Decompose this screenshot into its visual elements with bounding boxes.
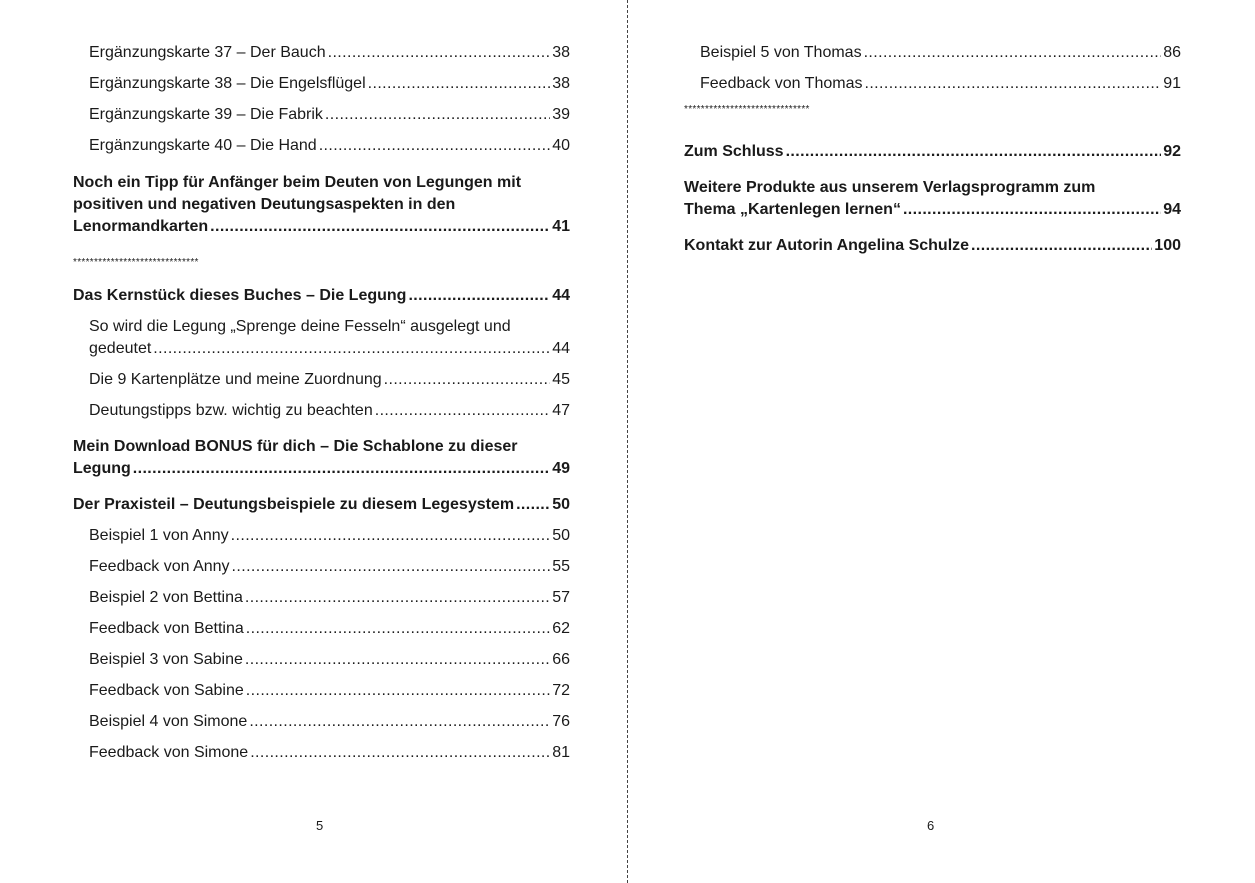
toc-entry-bonus[interactable] <box>73 436 570 480</box>
toc-entry-title: Die 9 Kartenplätze und meine Zuordnung <box>89 371 382 388</box>
leader-dots <box>408 285 550 307</box>
leader-dots <box>153 338 550 360</box>
leader-dots <box>328 42 551 64</box>
toc-entry-page: 76 <box>552 713 570 730</box>
toc-entry-title-line: Lenormandkarten <box>73 218 209 235</box>
toc-entry-title: Feedback von Simone <box>89 744 249 761</box>
table-of-contents-left <box>73 42 570 764</box>
toc-entry-title: Ergänzungskarte 39 – Die Fabrik <box>89 106 323 123</box>
leader-dots <box>246 618 550 640</box>
toc-entry-title: Beispiel 3 von Sabine <box>89 651 243 668</box>
toc-entry-kernstueck[interactable] <box>73 285 570 307</box>
toc-entry-produkte[interactable] <box>684 177 1181 221</box>
toc-entry-page: 92 <box>1163 143 1181 160</box>
toc-entry[interactable] <box>89 556 570 578</box>
toc-entry-title: Deutungstipps bzw. wichtig zu beachten <box>89 402 373 419</box>
page-left <box>0 0 627 883</box>
toc-entry-page: 50 <box>552 527 570 544</box>
toc-entry-title-line: Thema „Kartenlegen lernen“ <box>684 201 901 218</box>
separator-stars: ****************************** <box>73 257 199 268</box>
toc-entry-page: 50 <box>552 496 570 513</box>
leader-dots <box>786 141 1162 163</box>
toc-entry-title: Ergänzungskarte 37 – Der Bauch <box>89 44 326 61</box>
page-right <box>628 0 1255 883</box>
toc-entry-page: 91 <box>1163 75 1181 92</box>
toc-entry[interactable] <box>89 618 570 640</box>
leader-dots <box>231 525 551 547</box>
toc-entry-title: Zum Schluss <box>684 143 784 160</box>
toc-entry-title-line: Mein Download BONUS für dich – Die Schablone zu dieser <box>73 438 518 455</box>
toc-entry-title: Feedback von Bettina <box>89 620 244 637</box>
toc-entry-title: Feedback von Thomas <box>700 75 863 92</box>
toc-entry-page: 94 <box>1163 201 1181 218</box>
toc-entry-title: Ergänzungskarte 40 – Die Hand <box>89 137 317 154</box>
leader-dots <box>245 649 550 671</box>
toc-entry-sprenge[interactable] <box>89 316 570 360</box>
toc-entry[interactable] <box>700 73 1181 95</box>
toc-entry-title-line: Weitere Produkte aus unserem Verlagsprogramm zum <box>684 179 1096 196</box>
toc-entry-title: Ergänzungskarte 38 – Die Engelsflügel <box>89 75 366 92</box>
page-number: 6 <box>927 818 935 833</box>
leader-dots <box>864 73 1161 95</box>
leader-dots <box>319 135 551 157</box>
toc-entry[interactable] <box>700 42 1181 64</box>
leader-dots <box>249 711 550 733</box>
toc-entry[interactable] <box>89 400 570 422</box>
toc-entry-page: 55 <box>552 558 570 575</box>
toc-entry-title: Kontakt zur Autorin Angelina Schulze <box>684 237 970 254</box>
leader-dots <box>232 556 551 578</box>
leader-dots <box>245 587 550 609</box>
toc-entry-page: 49 <box>552 460 570 477</box>
toc-entry[interactable] <box>89 525 570 547</box>
toc-entry-title-line: positiven und negativen Deutungsaspekten in den <box>73 196 456 213</box>
leader-dots <box>384 369 551 391</box>
toc-entry-title: Beispiel 2 von Bettina <box>89 589 243 606</box>
toc-entry-tipp[interactable] <box>73 172 570 238</box>
leader-dots <box>325 104 550 126</box>
toc-entry[interactable] <box>89 587 570 609</box>
toc-entry-title: Beispiel 1 von Anny <box>89 527 229 544</box>
toc-entry-page: 38 <box>552 44 570 61</box>
leader-dots <box>516 494 550 516</box>
leader-dots <box>903 199 1161 221</box>
toc-entry-title-line: gedeutet <box>89 340 152 357</box>
toc-entry[interactable] <box>89 73 570 95</box>
leader-dots <box>368 73 551 95</box>
leader-dots <box>246 680 550 702</box>
toc-entry-page: 62 <box>552 620 570 637</box>
toc-entry-title: Feedback von Anny <box>89 558 230 575</box>
toc-entry-page: 40 <box>552 137 570 154</box>
toc-entry-title-line: Noch ein Tipp für Anfänger beim Deuten von Legungen mit <box>73 174 522 191</box>
page-number: 5 <box>316 818 324 833</box>
toc-entry-title: Beispiel 5 von Thomas <box>700 44 862 61</box>
toc-entry[interactable] <box>89 42 570 64</box>
toc-entry-title: Das Kernstück dieses Buches – Die Legung <box>73 287 407 304</box>
separator-stars: ****************************** <box>684 104 810 115</box>
leader-dots <box>133 458 550 480</box>
toc-entry[interactable] <box>89 104 570 126</box>
leader-dots <box>375 400 550 422</box>
table-of-contents-right <box>684 42 1181 257</box>
leader-dots <box>250 742 550 764</box>
toc-entry-page: 41 <box>552 218 570 235</box>
toc-entry-title: Beispiel 4 von Simone <box>89 713 248 730</box>
toc-entry-title-line: Legung <box>73 460 131 477</box>
toc-entry-title-line: So wird die Legung „Sprenge deine Fesseln“ ausgelegt und <box>89 318 511 335</box>
toc-entry-title: Der Praxisteil – Deutungsbeispiele zu diesem Legesystem <box>73 496 515 513</box>
toc-entry[interactable] <box>89 649 570 671</box>
toc-entry-page: 45 <box>552 371 570 388</box>
toc-entry[interactable] <box>89 369 570 391</box>
leader-dots <box>971 235 1152 257</box>
toc-entry-praxis[interactable] <box>73 494 570 516</box>
leader-dots <box>210 216 550 238</box>
toc-entry[interactable] <box>89 680 570 702</box>
leader-dots <box>864 42 1162 64</box>
toc-entry-page: 66 <box>552 651 570 668</box>
toc-entry-kontakt[interactable] <box>684 235 1181 257</box>
toc-entry-page: 47 <box>552 402 570 419</box>
toc-entry-page: 57 <box>552 589 570 606</box>
toc-entry-schluss[interactable] <box>684 141 1181 163</box>
toc-entry-page: 100 <box>1154 237 1181 254</box>
toc-entry-page: 44 <box>552 340 570 357</box>
toc-entry[interactable] <box>89 711 570 733</box>
toc-entry-page: 38 <box>552 75 570 92</box>
toc-entry-title: Feedback von Sabine <box>89 682 244 699</box>
toc-entry-page: 72 <box>552 682 570 699</box>
toc-entry-page: 81 <box>552 744 570 761</box>
toc-entry-page: 86 <box>1163 44 1181 61</box>
toc-entry-page: 39 <box>552 106 570 123</box>
toc-entry-page: 44 <box>552 287 570 304</box>
toc-entry[interactable] <box>89 135 570 157</box>
toc-entry[interactable] <box>89 742 570 764</box>
